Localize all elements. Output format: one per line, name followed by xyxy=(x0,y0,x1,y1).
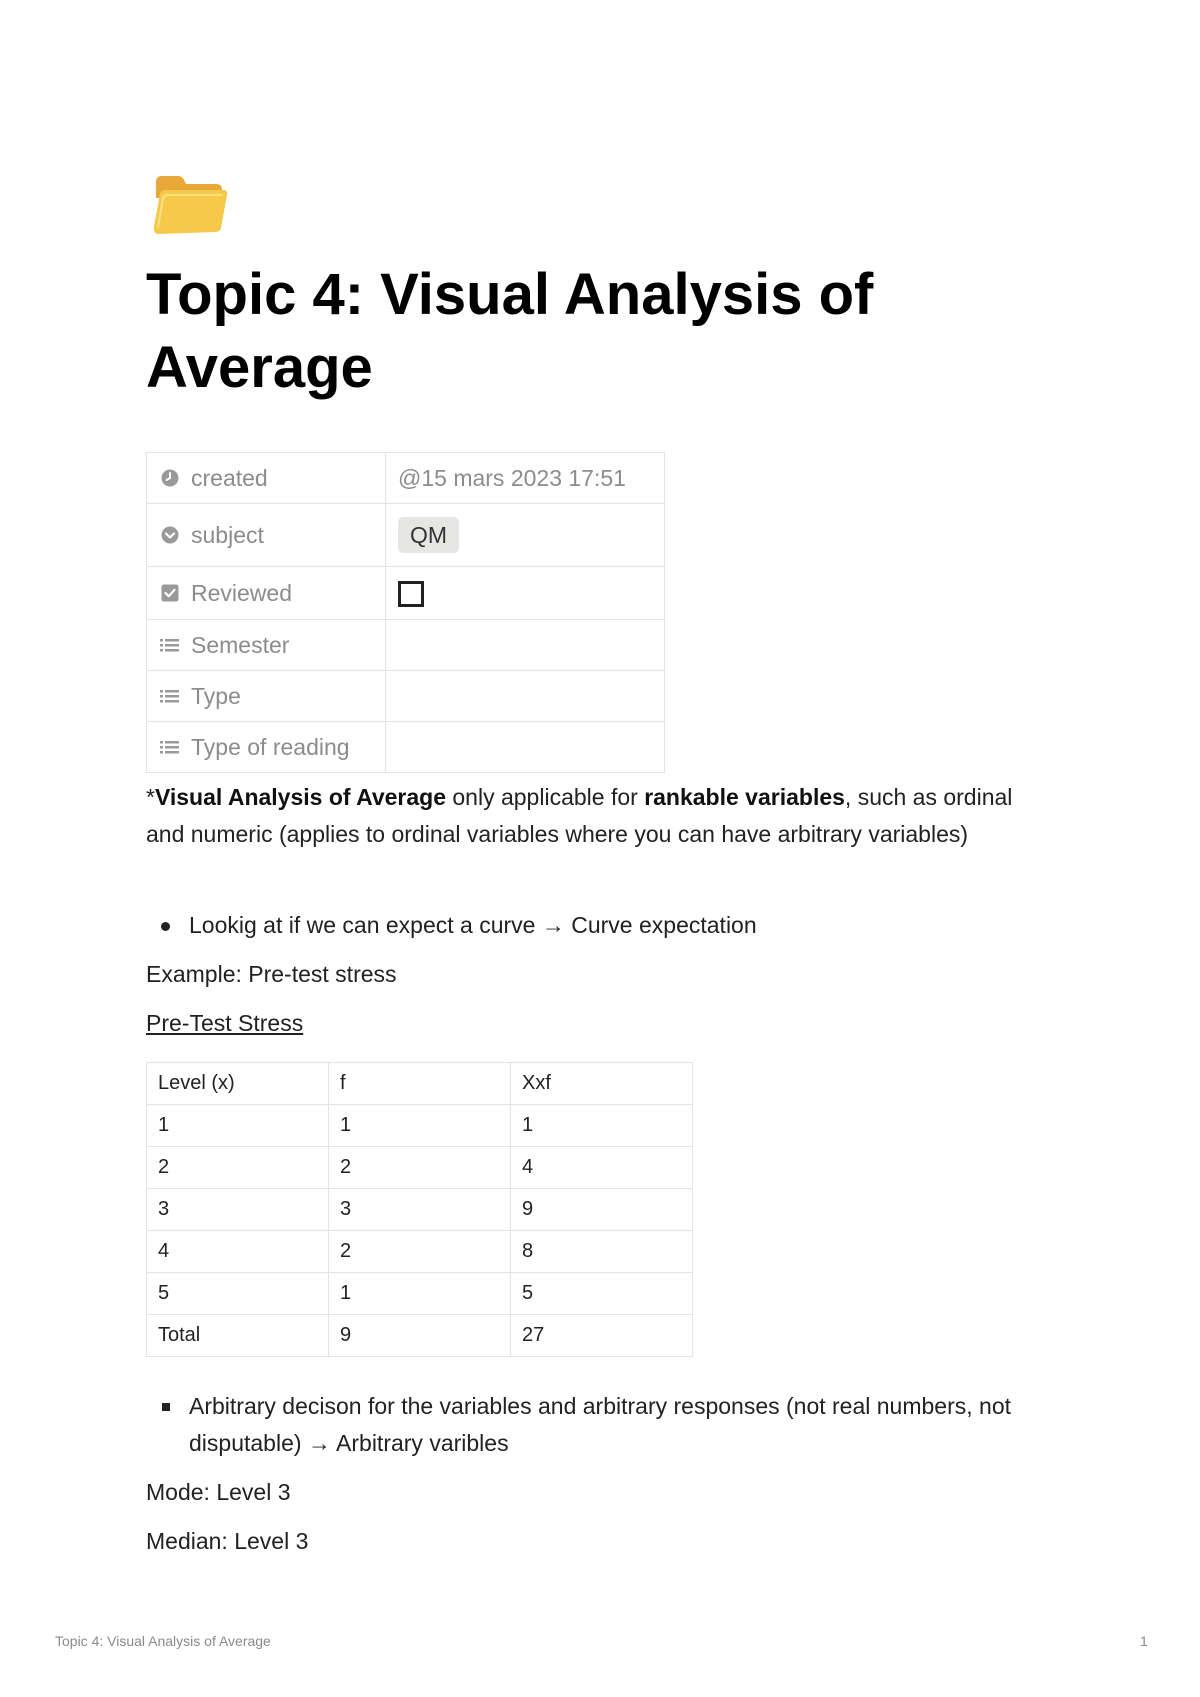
property-row-type xyxy=(147,671,665,722)
table-cell: 2 xyxy=(329,1147,511,1189)
property-value-type[interactable] xyxy=(386,671,665,722)
table-title: Pre-Test Stress xyxy=(146,1010,304,1036)
table-cell: 1 xyxy=(329,1273,511,1315)
list-item xyxy=(146,1388,1076,1462)
table-row xyxy=(147,1189,693,1231)
property-key-type-of-reading: Type of reading xyxy=(191,733,350,760)
folder-icon xyxy=(152,168,228,238)
list-icon xyxy=(159,634,181,656)
table-row xyxy=(147,1231,693,1273)
bullet-text: Lookig at if we can expect a curve → Curve expectation xyxy=(189,912,757,938)
table-cell: 2 xyxy=(329,1231,511,1273)
property-row-reviewed xyxy=(147,567,665,620)
table-cell: 3 xyxy=(147,1189,329,1231)
pre-test-stress-table xyxy=(146,1062,693,1357)
list-icon xyxy=(159,685,181,707)
table-cell: Total xyxy=(147,1315,329,1357)
property-key-subject: subject xyxy=(191,521,264,548)
clock-icon xyxy=(159,467,181,489)
bullet-text: Arbitrary decison for the variables and arbitrary responses (not real numbers, not disputable) → Arbitrary varibles xyxy=(189,1393,1012,1456)
table-header-row xyxy=(147,1063,693,1105)
table-cell: 27 xyxy=(511,1315,693,1357)
property-row-subject xyxy=(147,504,665,567)
property-key-reviewed: Reviewed xyxy=(191,579,292,606)
property-key-created: created xyxy=(191,464,268,491)
page-title: Topic 4: Visual Analysis of Average xyxy=(146,262,874,400)
intro-bold-term: Visual Analysis of Average xyxy=(154,784,446,810)
table-cell: 1 xyxy=(147,1105,329,1147)
list-item xyxy=(146,907,1076,944)
intro-text: only applicable for xyxy=(446,784,645,810)
bullet-square xyxy=(162,1403,170,1411)
checkbox-icon xyxy=(159,582,181,604)
bullet-dot xyxy=(161,922,170,931)
property-value-created[interactable]: @15 mars 2023 17:51 xyxy=(398,464,626,491)
intro-lead: * xyxy=(146,784,155,810)
table-row xyxy=(147,1105,693,1147)
property-value-semester[interactable] xyxy=(386,620,665,671)
table-cell: 4 xyxy=(511,1147,693,1189)
mode-text: Mode: Level 3 xyxy=(146,1479,291,1505)
property-row-semester xyxy=(147,620,665,671)
property-key-semester: Semester xyxy=(191,631,290,658)
example-text: Example: Pre-test stress xyxy=(146,961,397,987)
property-value-type-of-reading[interactable] xyxy=(386,722,665,773)
list-icon xyxy=(159,736,181,758)
table-cell: 9 xyxy=(329,1315,511,1357)
table-cell: 2 xyxy=(147,1147,329,1189)
reviewed-checkbox[interactable] xyxy=(398,581,424,607)
table-row xyxy=(147,1147,693,1189)
intro-text-rest: , such as ordinal and numeric (applies to ordinal variables where you can have arbitrary variables) xyxy=(146,784,1013,847)
table-cell: 3 xyxy=(329,1189,511,1231)
median-text: Median: Level 3 xyxy=(146,1528,309,1554)
table-header: Xxf xyxy=(511,1063,693,1105)
table-cell: 4 xyxy=(147,1231,329,1273)
footer-title: Topic 4: Visual Analysis of Average xyxy=(55,1633,271,1649)
table-cell: 8 xyxy=(511,1231,693,1273)
property-key-type: Type xyxy=(191,682,241,709)
table-cell: 1 xyxy=(329,1105,511,1147)
select-icon xyxy=(159,524,181,546)
table-cell: 9 xyxy=(511,1189,693,1231)
page-number: 1 xyxy=(1140,1633,1148,1649)
property-row-created xyxy=(147,453,665,504)
table-total-row xyxy=(147,1315,693,1357)
table-header: Level (x) xyxy=(147,1063,329,1105)
subject-tag[interactable]: QM xyxy=(398,517,459,553)
properties-table xyxy=(146,452,665,773)
table-cell: 1 xyxy=(511,1105,693,1147)
intro-bold-rankable: rankable variables xyxy=(644,784,845,810)
property-row-type-of-reading xyxy=(147,722,665,773)
table-cell: 5 xyxy=(147,1273,329,1315)
intro-paragraph xyxy=(146,779,1026,853)
table-row xyxy=(147,1273,693,1315)
table-header: f xyxy=(329,1063,511,1105)
table-cell: 5 xyxy=(511,1273,693,1315)
